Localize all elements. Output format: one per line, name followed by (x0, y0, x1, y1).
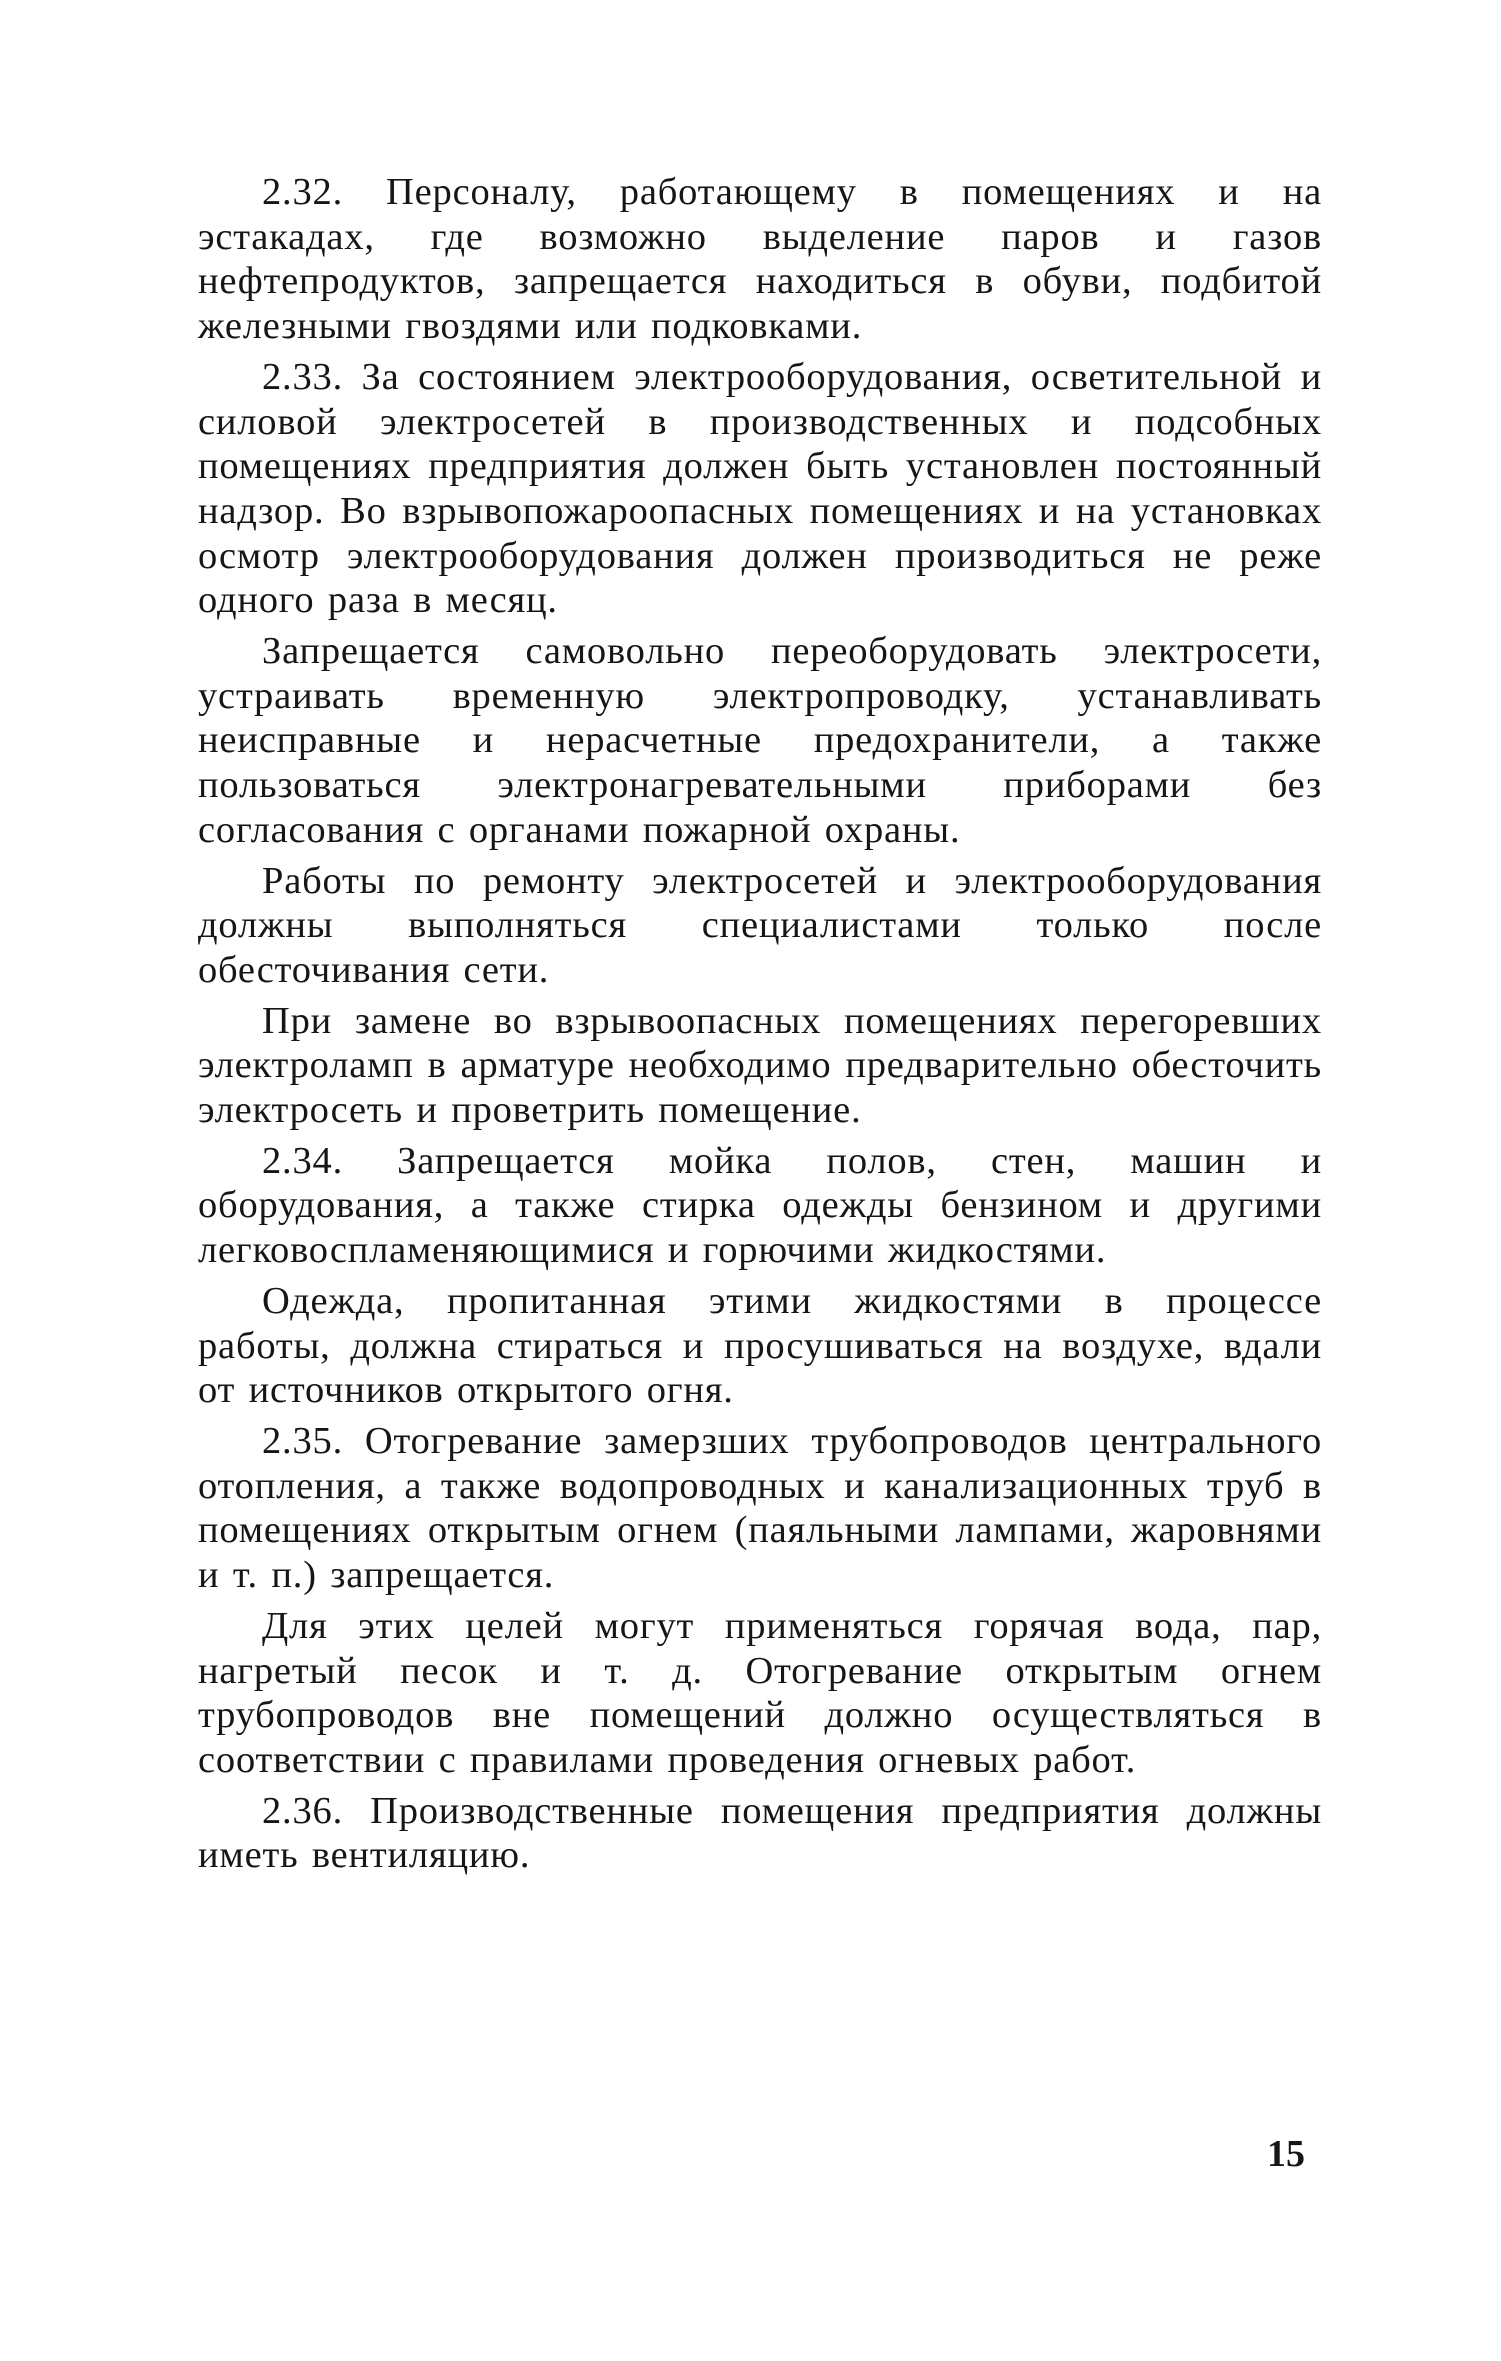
paragraph-2-36: 2.36. Производственные помещения предприятия должны иметь вентиляцию. (198, 1789, 1322, 1877)
paragraph-2-35: 2.35. Отогревание замерзших трубопроводов центрального отопления, а также водопроводных и канализационных труб в помещениях открытым огнем (паяльными лампами, жаровнями и т. п.) запрещается. (198, 1419, 1322, 1597)
paragraph-2-33-prohibition: Запрещается самовольно переоборудовать электросети, устраивать временную электропроводку, устанавливать неисправные и нерасчетные предохранители, а также пользоваться электронагревательными приборами без согласования с органами пожарной охраны. (198, 630, 1322, 851)
paragraph-2-35-methods: Для этих целей могут применяться горячая вода, пар, нагретый песок и т. д. Отогревание открытым огнем трубопроводов вне помещений должно осуществляться в соответствии с правилами проведения огневых работ. (198, 1604, 1322, 1781)
paragraph-2-34: 2.34. Запрещается мойка полов, стен, машин и оборудования, а также стирка одежды бензином и другими легковоспламеняющимися и горючими жидкостями. (198, 1139, 1322, 1272)
page-number: 15 (1267, 2133, 1305, 2175)
paragraph-2-34-clothing: Одежда, пропитанная этими жидкостями в процессе работы, должна стираться и просушиваться на воздухе, вдали от источников открытого огня. (198, 1279, 1322, 1412)
paragraph-2-33: 2.33. За состоянием электрооборудования, осветительной и силовой электросетей в производственных и подсобных помещениях предприятия должен быть установлен постоянный надзор. Во взрывопожароопасных помещениях и на установках осмотр электрооборудования должен производиться не реже одного раза в месяц. (198, 355, 1322, 622)
body-text (198, 170, 1322, 1878)
paragraph-2-33-lamp-replacement: При замене во взрывоопасных помещениях перегоревших электроламп в арматуре необходимо предварительно обесточить электросеть и проветрить помещение. (198, 999, 1322, 1132)
paragraph-2-32: 2.32. Персоналу, работающему в помещениях и на эстакадах, где возможно выделение паров и газов нефтепродуктов, запрещается находиться в обуви, подбитой железными гвоздями или подковками. (198, 171, 1322, 348)
paragraph-2-33-repair: Работы по ремонту электросетей и электрооборудования должны выполняться специалистами только после обесточивания сети. (198, 859, 1322, 991)
